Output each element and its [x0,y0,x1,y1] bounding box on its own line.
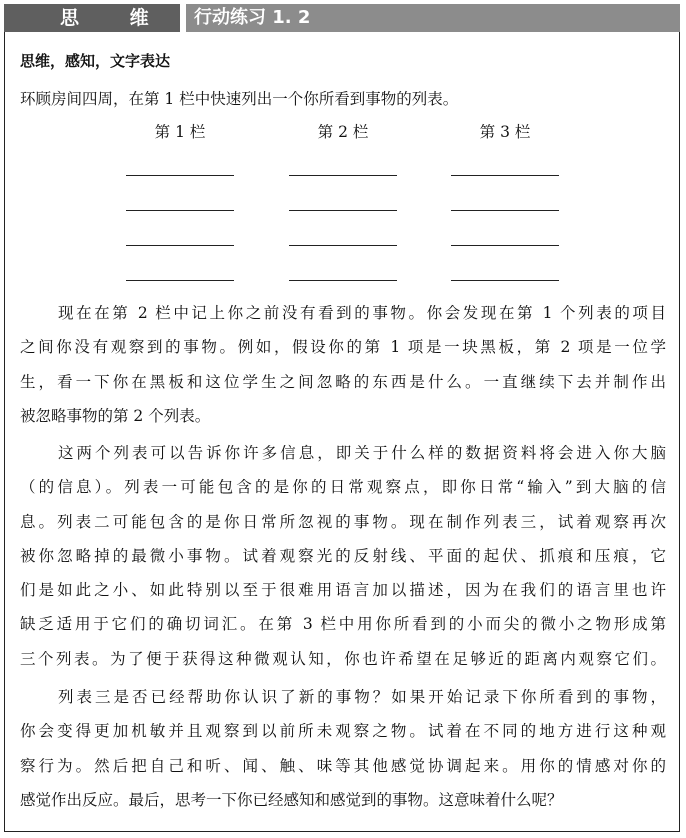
blank-line[interactable] [451,280,559,281]
blank-line[interactable] [126,175,234,176]
paragraph-line: 生，看一下你在黑板和这位学生之间忽略的东西是什么。一直继续下去并制作出 [20,372,666,391]
blank-line[interactable] [289,280,397,281]
paragraph-line: 息。列表二可能包含的是你日常所忽视的事物。现在制作列表三，试着观察再次 [20,512,666,531]
paragraph-line: 你会变得更加机敏并且观察到以前所未观察之物。试着在不同的地方进行这种观 [20,722,666,741]
paragraph-line: 列表三是否已经帮助你认识了新的事物？如果开始记录下你所看到的事物， [58,688,666,706]
section-label: 思 维 [4,4,180,32]
paragraph-line: 们是如此之小、如此特别以至于很难用语言加以描述，因为在我们的语言里也许 [20,581,666,600]
paragraph-line: 现在在第 2 栏中记上你之前没有看到的事物。你会发现在第 1 个列表的项目 [58,304,666,322]
exercise-subtitle: 思维，感知，文字表达 [20,52,171,70]
column-3-heading: 第 3 栏 [479,123,531,141]
blank-line[interactable] [126,210,234,211]
blank-line[interactable] [289,210,397,211]
paragraph-line: 察行为。然后把自己和听、闻、触、味等其他感觉协调起来。用你的情感对你的 [20,756,666,775]
blank-line[interactable] [289,175,397,176]
blank-line[interactable] [289,245,397,246]
exercise-title: 行动练习 1. 2 [186,4,680,32]
paragraph-1 [20,296,666,433]
paragraph-line: 这两个列表可以告诉你许多信息，即关于什么样的数据资料将会进入你大脑 [58,444,666,462]
column-3 [451,120,559,281]
paragraph-line: 之间你没有观察到的事物。例如，假设你的第 1 项是一块黑板，第 2 项是一位学 [20,338,666,357]
paragraph-line: 三个列表。为了便于获得这种微观认知，你也许希望在足够近的距离内观察它们。 [20,649,666,668]
paragraph-line: （的信息）。列表一可能包含的是你的日常观察点，即你日常“输入”到大脑的信 [20,478,666,497]
paragraph-line: 感觉作出反应。最后，思考一下你已经感知和感觉到的事物。这意味着什么呢？ [20,790,563,809]
paragraph-line: 被忽略事物的第 2 个列表。 [20,406,211,425]
blank-line[interactable] [451,210,559,211]
blank-line[interactable] [451,175,559,176]
intro-text: 环顾房间四周，在第 1 栏中快速列出一个你所看到事物的列表。 [20,90,459,108]
column-1-heading: 第 1 栏 [154,123,206,141]
section-header [4,4,680,32]
paragraph-3 [20,680,666,817]
paragraph-line: 被你忽略掉的最微小事物。试着观察光的反射线、平面的起伏、抓痕和压痕，它 [20,546,666,565]
blank-line[interactable] [126,280,234,281]
paragraph-line: 缺乏适用于它们的确切词汇。在第 3 栏中用你所看到的小而尖的微小之物形成第 [20,615,666,634]
column-2 [289,120,397,281]
blank-line[interactable] [126,245,234,246]
column-1 [126,120,234,281]
blank-line[interactable] [451,245,559,246]
column-2-heading: 第 2 栏 [317,123,369,141]
paragraph-2 [20,436,666,676]
